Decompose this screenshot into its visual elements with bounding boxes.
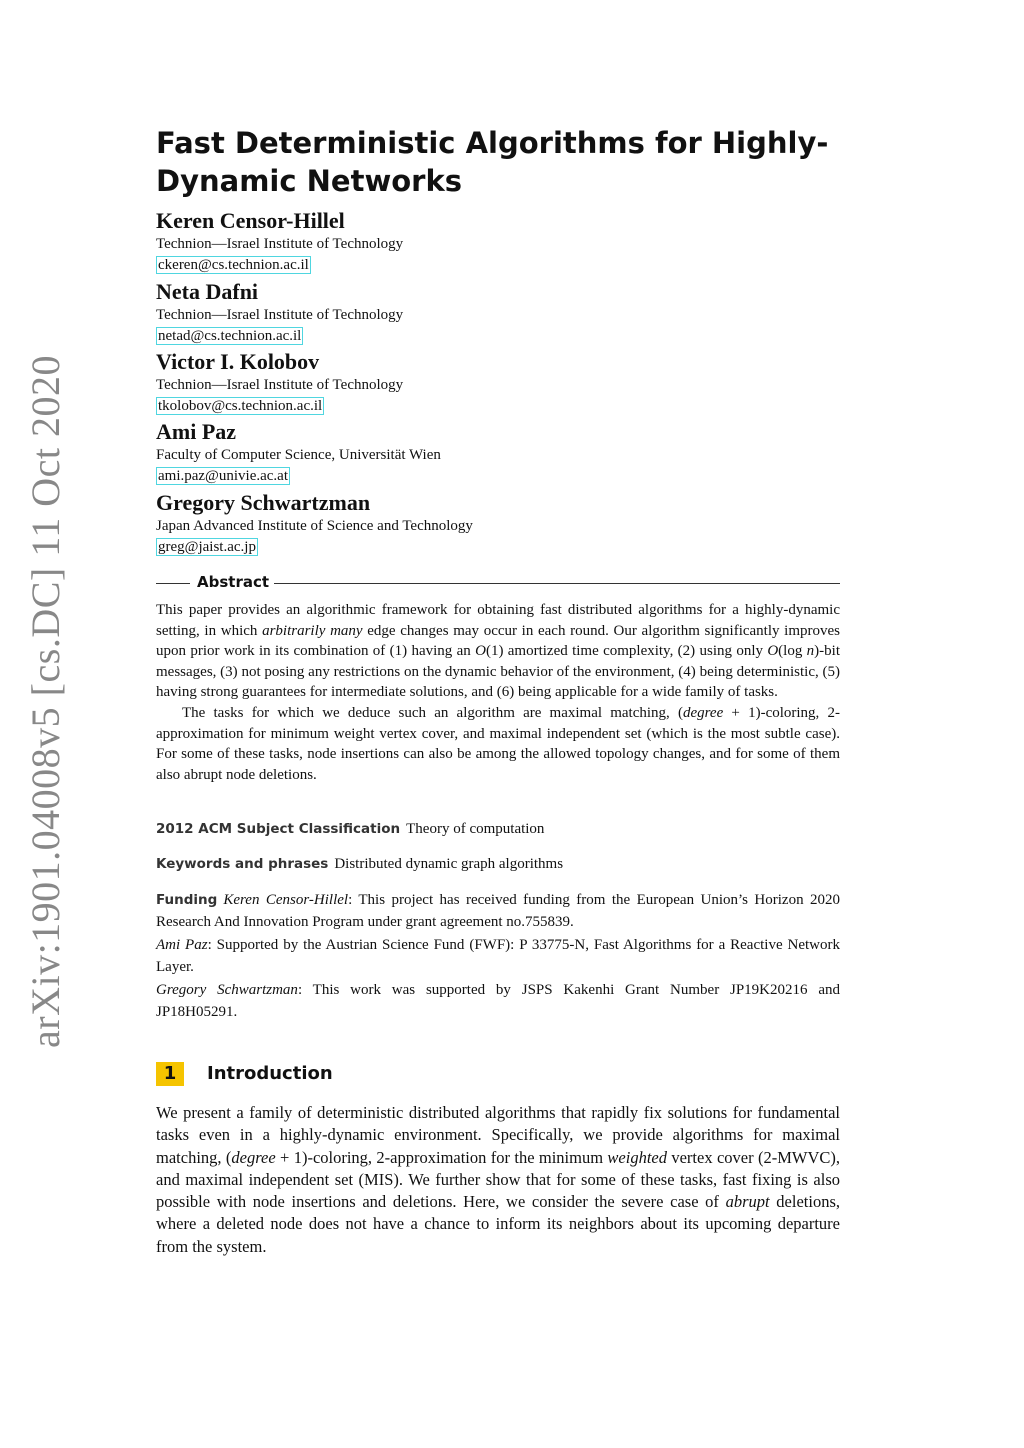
keywords-key: Keywords and phrases — [156, 856, 329, 872]
section-heading — [156, 1062, 840, 1088]
author-block — [156, 420, 840, 485]
author-affiliation: Technion—Israel Institute of Technology — [156, 377, 404, 393]
introduction-paragraph: We present a family of deterministic distributed algorithms that rapidly fix solutions for fundamental tasks even in a highly-dynamic environment. Specifically, we provide algorithms for maximal matching, (degree + 1)-coloring, 2-approximation for the minimum weighted vertex cover (2-MWVC), and maximal independent set (MIS). We further show that for some of these tasks, fast fixing is also possible with node insertions and deletions. Here, we consider the severe case of abrupt deletions, where a deleted node does not have a chance to inform its neighbors about its upcoming departure from the system. — [156, 1103, 840, 1256]
keywords-value: Distributed dynamic graph algorithms — [334, 856, 564, 872]
author-block — [156, 491, 840, 556]
author-name: Victor I. Kolobov — [156, 349, 320, 374]
author-email-link[interactable]: tkolobov@cs.technion.ac.il — [158, 398, 323, 414]
abstract-label: Abstract — [197, 573, 270, 591]
author-block — [156, 209, 840, 274]
author-block — [156, 350, 840, 415]
author-affiliation: Japan Advanced Institute of Science and Technology — [156, 518, 473, 534]
author-name: Neta Dafni — [156, 279, 259, 304]
funding-entry: Gregory Schwartzman: This work was supported by JSPS Kakenhi Grant Number JP19K20216 and JP18H05291. — [156, 981, 840, 1021]
section-title: Introduction — [207, 1063, 333, 1084]
abstract-paragraph: This paper provides an algorithmic framework for obtaining fast distributed algorithms for a highly-dynamic setting, in which arbitrarily many edge changes may occur in each round. Our algorithm significantly improves upon prior work in its combination of (1) having an O(1) amortized time complexity, (2) using only O(log n)-bit messages, (3) not posing any restrictions on the dynamic behavior of the environment, (4) being deterministic, (5) having strong guarantees for intermediate solutions, and (6) being applicable for a wide family of tasks. — [156, 602, 840, 701]
abstract-body — [156, 600, 840, 785]
keywords — [156, 853, 840, 875]
acm-value: Theory of computation — [406, 821, 545, 837]
abstract-paragraph: The tasks for which we deduce such an algorithm are maximal matching, (degree + 1)-coloring, 2-approximation for minimum weight vertex cover, and maximal independent set (which is the most subtle case). For some of these tasks, node insertions can also be among the allowed topology changes, and for some of them also abrupt node deletions. — [156, 704, 840, 783]
arxiv-identifier: arXiv:1901.04008v5 [cs.DC] 11 Oct 2020 — [23, 355, 68, 1048]
abstract-heading — [156, 573, 840, 595]
author-affiliation: Faculty of Computer Science, Universität Wien — [156, 447, 441, 463]
author-affiliation: Technion—Israel Institute of Technology — [156, 307, 404, 323]
acm-classification — [156, 818, 840, 840]
author-name: Keren Censor-Hillel — [156, 208, 345, 233]
author-name: Ami Paz — [156, 419, 237, 444]
rule-left — [156, 583, 190, 584]
funding-key: Funding — [156, 892, 218, 908]
acm-key: 2012 ACM Subject Classification — [156, 821, 401, 837]
author-email-link[interactable]: greg@jaist.ac.jp — [158, 539, 256, 555]
author-email-link[interactable]: ami.paz@univie.ac.at — [158, 468, 289, 484]
author-block — [156, 280, 840, 345]
author-email-link[interactable]: netad@cs.technion.ac.il — [158, 328, 302, 344]
author-name: Gregory Schwartzman — [156, 490, 371, 515]
funding — [156, 889, 840, 1023]
funding-entry: Funding Keren Censor-Hillel: This project has received funding from the European Union’s Horizon 2020 Research And Innovation Program under grant agreement no.755839. — [156, 892, 840, 931]
section-number-badge: 1 — [156, 1062, 184, 1086]
paper-title: Fast Deterministic Algorithms for Highly-Dynamic Networks — [156, 126, 829, 198]
funding-entry: Ami Paz: Supported by the Austrian Science Fund (FWF): P 33775-N, Fast Algorithms for a Reactive Network Layer. — [156, 936, 840, 976]
author-email-link[interactable]: ckeren@cs.technion.ac.il — [158, 257, 309, 273]
rule-right — [274, 583, 840, 584]
author-affiliation: Technion—Israel Institute of Technology — [156, 236, 404, 252]
